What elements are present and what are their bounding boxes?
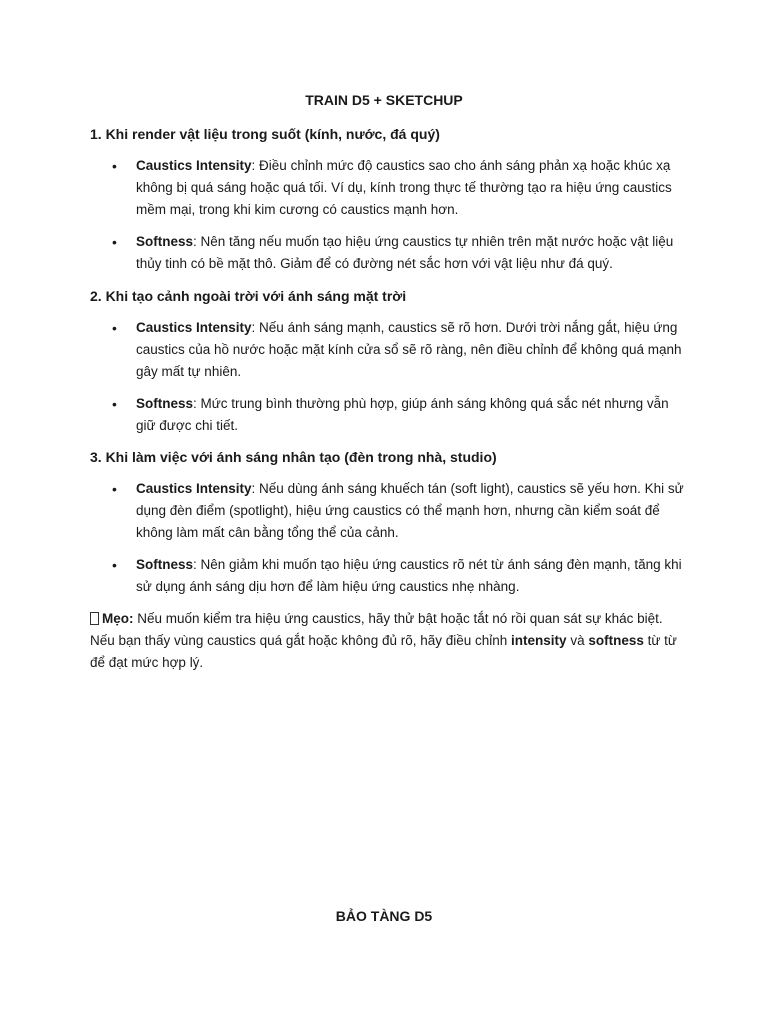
term-label: Softness [136,234,194,249]
item-text: : Nên tăng nếu muốn tạo hiệu ứng caustics tự nhiên trên mặt nước hoặc vật liệu thủy tinh có bề mặt thô. Giảm để có đường nét sắc hơn với vật liệu như đá quý. [136,234,674,271]
list-item [112,478,684,544]
list-item [112,231,684,275]
bullet-dot-icon: • [112,396,117,412]
placeholder-glyph-icon [90,612,99,625]
document-title: TRAIN D5 + SKETCHUP [305,92,463,108]
tip-text: Nếu muốn kiểm tra hiệu ứng caustics, hãy thử bật hoặc tắt nó rồi quan sát sự khác biệt. Nếu bạn thấy vùng caustics quá gắt hoặc không đủ rõ, hãy điều chỉnh [90,611,663,648]
term-label: Caustics Intensity [136,320,252,335]
term-label: Softness [136,557,194,572]
list-item [112,317,684,383]
item-text: : Mức trung bình thường phù hợp, giúp ánh sáng không quá sắc nét nhưng vẫn giữ được chi tiết. [136,396,669,433]
list-item [112,393,684,437]
term-label: Caustics Intensity [136,481,252,496]
tip-label: Mẹo: [102,611,134,626]
bullet-dot-icon: • [112,557,117,573]
item-text: : Nên giảm khi muốn tạo hiệu ứng caustics rõ nét từ ánh sáng đèn mạnh, tăng khi sử dụng ánh sáng dịu hơn để làm hiệu ứng caustics nhẹ nhàng. [136,557,682,594]
term-label: Caustics Intensity [136,158,252,173]
list-item [112,554,684,598]
bullet-dot-icon: • [112,234,117,250]
item-text: : Nếu ánh sáng mạnh, caustics sẽ rõ hơn. Dưới trời nắng gắt, hiệu ứng caustics của hồ nước hoặc mặt kính cửa sổ sẽ rõ ràng, nên điều chỉnh để không quá mạnh gây mất tự nhiên. [136,320,682,379]
section-heading-2: 2. Khi tạo cảnh ngoài trời với ánh sáng mặt trời [90,288,407,304]
bullet-dot-icon: • [112,320,117,336]
bullet-dot-icon: • [112,158,117,174]
section-heading-3: 3. Khi làm việc với ánh sáng nhân tạo (đèn trong nhà, studio) [90,449,497,465]
list-item [112,155,684,221]
section-heading-1: 1. Khi render vật liệu trong suốt (kính, nước, đá quý) [90,126,440,142]
footer-title: BẢO TÀNG D5 [335,908,433,924]
tip-text: từ từ để đạt mức hợp lý. [90,633,677,670]
item-text: : Nếu dùng ánh sáng khuếch tán (soft light), caustics sẽ yếu hơn. Khi sử dụng đèn điểm (spotlight), hiệu ứng caustics có thể mạnh hơn, nhưng cần kiểm soát để không làm mất cân bằng tổng thể của cảnh. [136,481,684,540]
tip-term-softness: softness [588,633,644,648]
tip-text: và [566,633,589,648]
term-label: Softness [136,396,194,411]
tip-term-intensity: intensity [511,633,567,648]
item-text: : Điều chỉnh mức độ caustics sao cho ánh sáng phản xạ hoặc khúc xạ không bị quá sáng hoặc quá tối. Ví dụ, kính trong thực tế thường tạo ra hiệu ứng caustics mềm mại, trong khi kim cương có caustics mạnh hơn. [136,158,672,217]
bullet-dot-icon: • [112,481,117,497]
tip-paragraph [90,608,686,674]
